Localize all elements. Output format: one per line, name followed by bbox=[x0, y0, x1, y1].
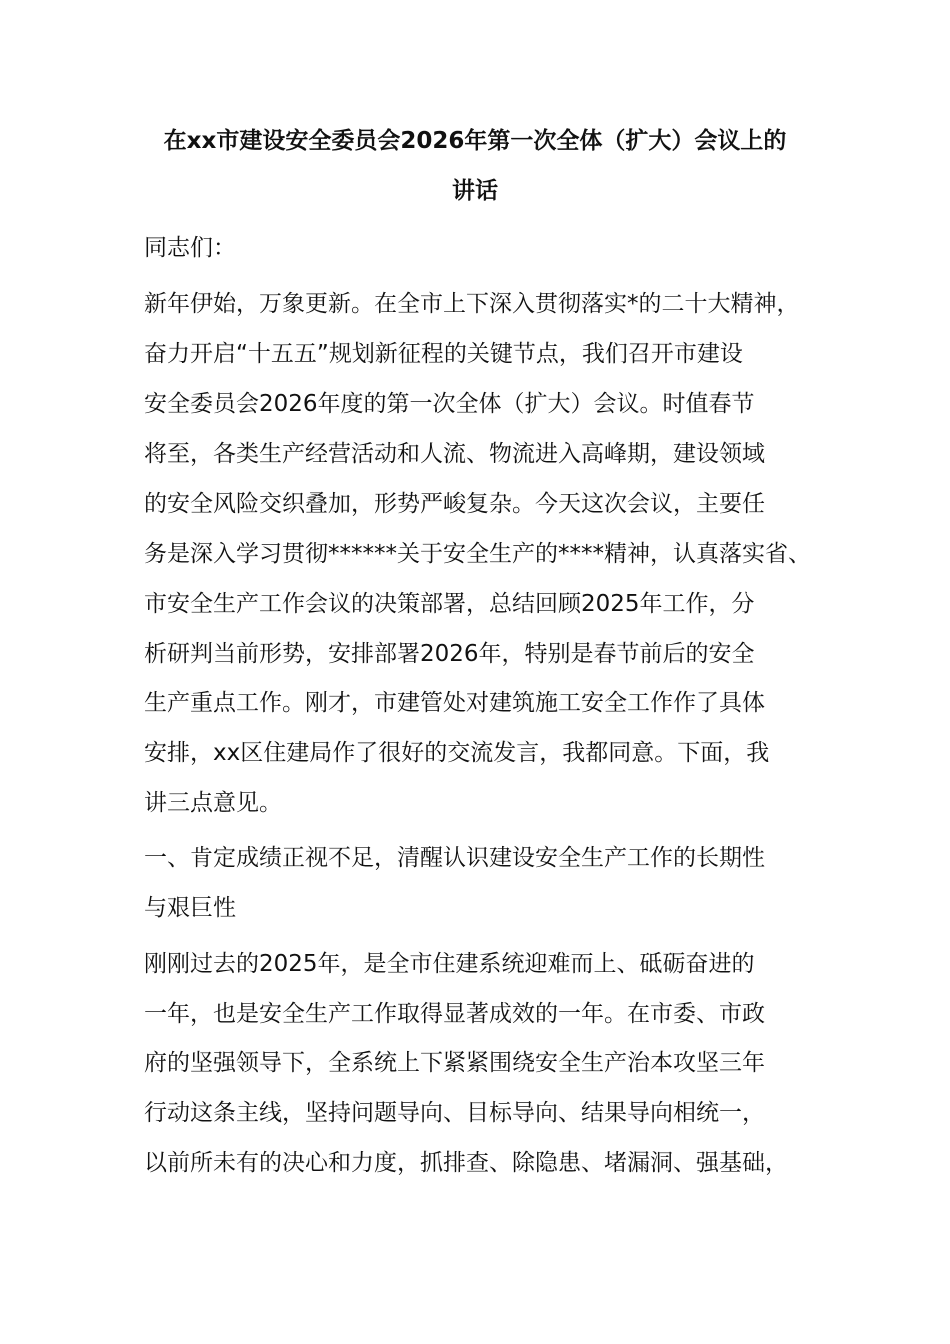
document-title-line-2: 讲话 bbox=[452, 178, 498, 204]
section-heading: 与艰巨性 bbox=[144, 895, 236, 921]
salutation: 同志们： bbox=[144, 235, 236, 261]
body-line: 安排，xx区住建局作了很好的交流发言，我都同意。下面，我 bbox=[144, 740, 770, 766]
body-line: 将至，各类生产经营活动和人流、物流进入高峰期，建设领域 bbox=[144, 441, 765, 467]
body-line: 析研判当前形势，安排部署2026年，特别是春节前后的安全 bbox=[144, 641, 755, 667]
body-line: 务是深入学习贯彻******关于安全生产的****精神，认真落实省、 bbox=[144, 541, 811, 567]
document-title-line-1: 在xx市建设安全委员会2026年第一次全体（扩大）会议上的 bbox=[163, 128, 787, 154]
body-line: 生产重点工作。刚才，市建管处对建筑施工安全工作作了具体 bbox=[144, 690, 765, 716]
body-line: 讲三点意见。 bbox=[144, 790, 282, 816]
body-line: 新年伊始，万象更新。在全市上下深入贯彻落实*的二十大精神， bbox=[144, 291, 800, 317]
section-heading: 一、肯定成绩正视不足，清醒认识建设安全生产工作的长期性 bbox=[144, 845, 765, 871]
body-line: 一年，也是安全生产工作取得显著成效的一年。在市委、市政 bbox=[144, 1001, 765, 1027]
body-line: 行动这条主线，坚持问题导向、目标导向、结果导向相统一， bbox=[144, 1100, 765, 1126]
body-line: 府的坚强领导下，全系统上下紧紧围绕安全生产治本攻坚三年 bbox=[144, 1050, 765, 1076]
body-line: 奋力开启“十五五”规划新征程的关键节点，我们召开市建设 bbox=[144, 341, 743, 367]
body-line: 以前所未有的决心和力度，抓排查、除隐患、堵漏洞、强基础， bbox=[144, 1150, 788, 1176]
body-line: 安全委员会2026年度的第一次全体（扩大）会议。时值春节 bbox=[144, 391, 755, 417]
body-line: 的安全风险交织叠加，形势严峻复杂。今天这次会议，主要任 bbox=[144, 491, 765, 517]
body-line: 市安全生产工作会议的决策部署，总结回顾2025年工作，分 bbox=[144, 591, 755, 617]
body-line: 刚刚过去的2025年，是全市住建系统迎难而上、砥砺奋进的 bbox=[144, 951, 755, 977]
